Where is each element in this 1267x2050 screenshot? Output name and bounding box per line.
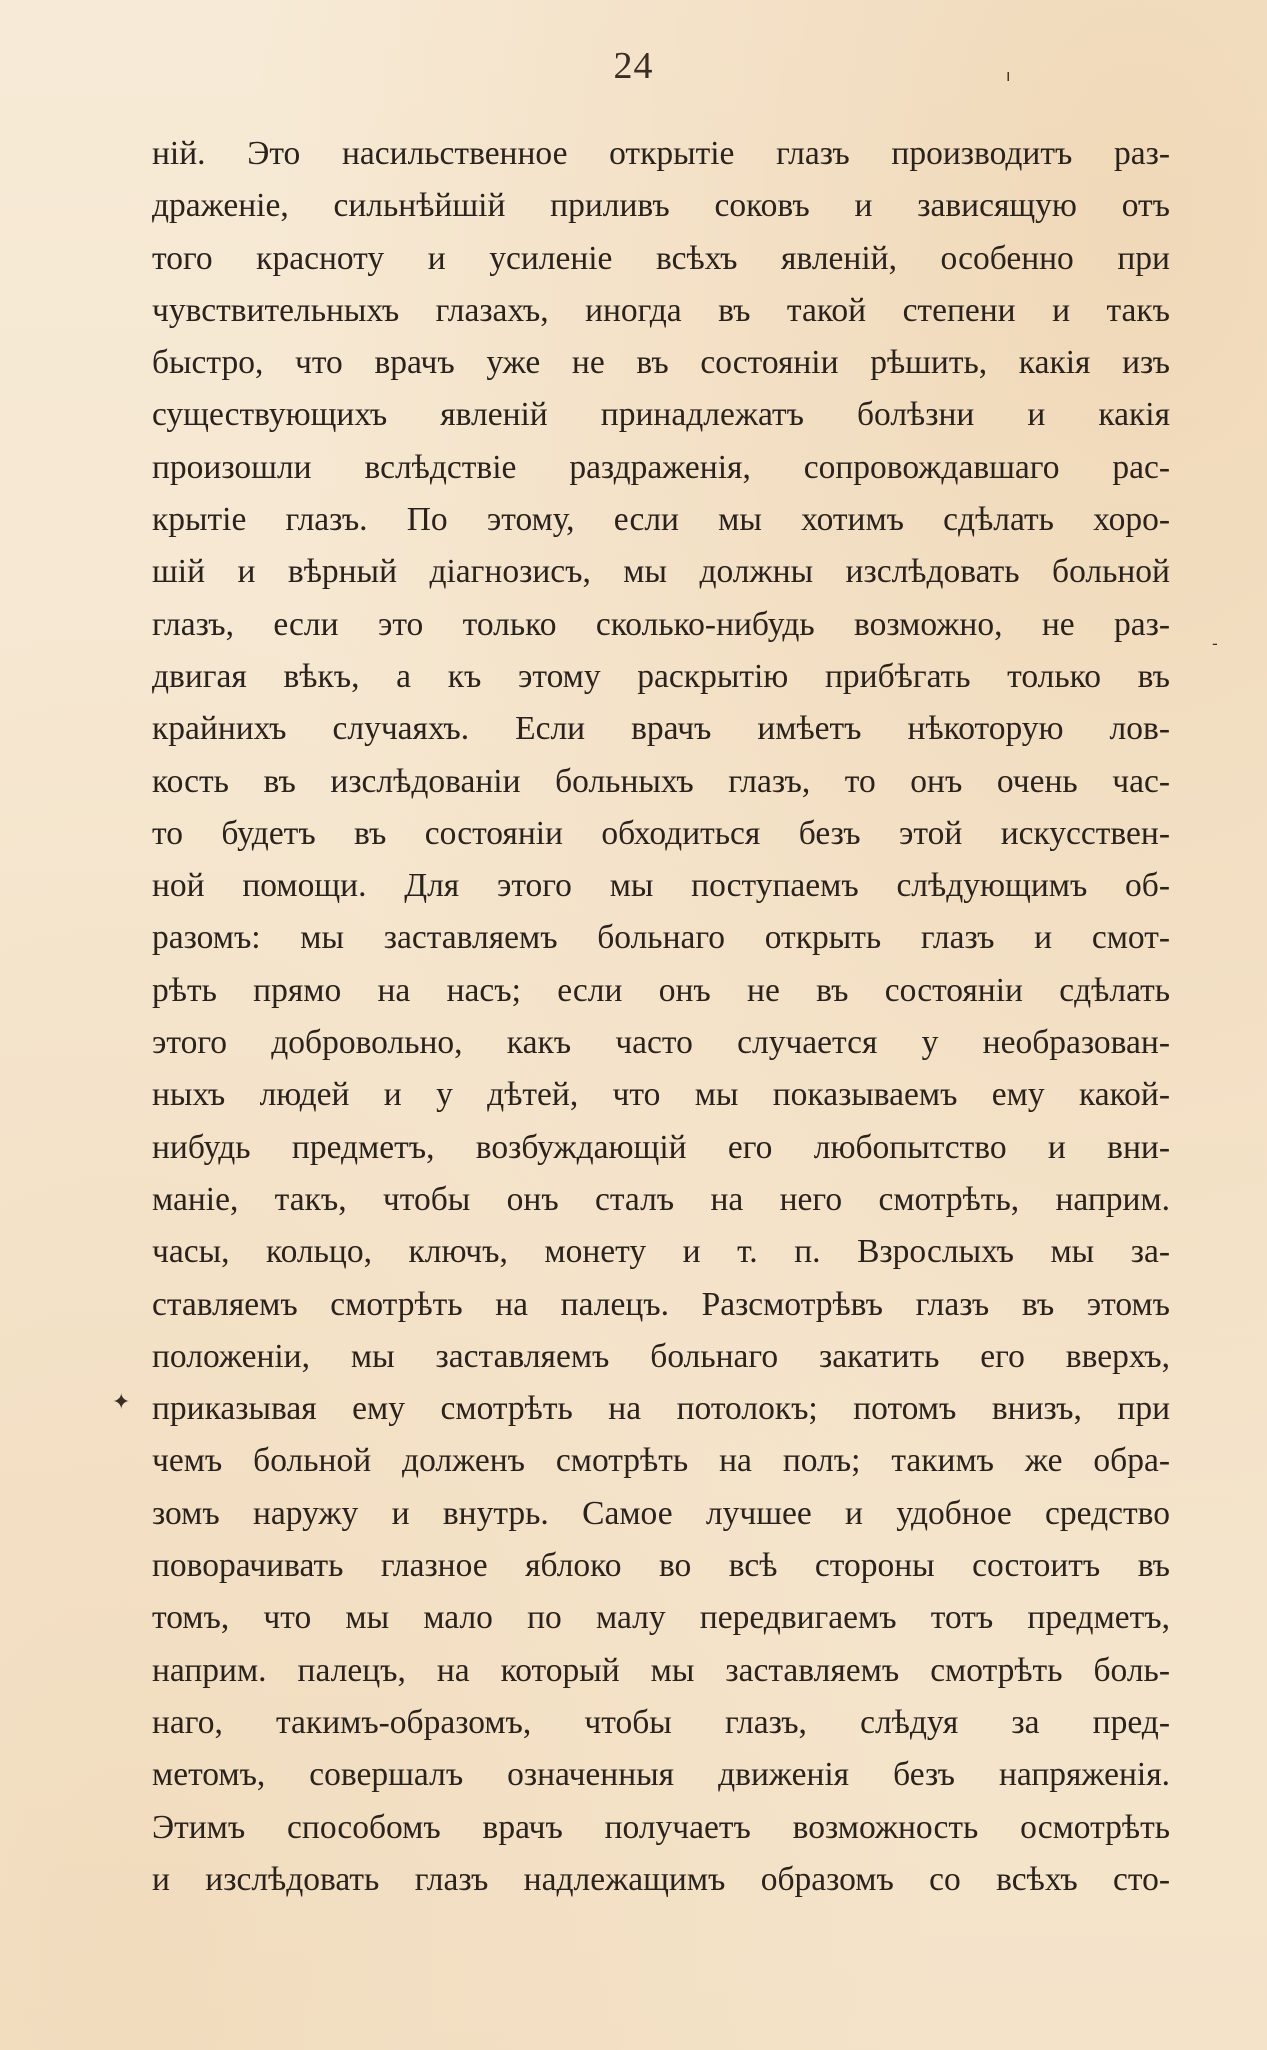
text-line: глазъ, если это только сколько-нибудь возможно, не раз- [152,605,1170,643]
text-line: драженіе, сильнѣйшій приливъ соковъ и зависящую отъ [152,187,1170,225]
text-line: того красноту и усиленіе всѣхъ явленій, особенно при [152,239,1170,277]
text-line: часы, кольцо, ключъ, монету и т. п. Взрослыхъ мы за- [152,1233,1170,1271]
text-line: быстро, что врачъ уже не въ состояніи рѣшить, какія изъ [152,344,1170,382]
text-line: рѣть прямо на насъ; если онъ не въ состояніи сдѣлать [152,971,1170,1009]
text-line: шій и вѣрный діагнозисъ, мы должны изслѣдовать больной [152,553,1170,591]
print-speck-mark: - [1212,634,1218,653]
text-line: наго, такимъ-образомъ, чтобы глазъ, слѣдуя за пред- [152,1703,1170,1741]
text-line: нибудь предметъ, возбуждающій его любопытство и вни- [152,1128,1170,1166]
text-line: существующихъ явленій принадлежатъ болѣзни и какія [152,396,1170,434]
text-line: этого добровольно, какъ часто случается у необразован- [152,1024,1170,1062]
text-line: кость въ изслѣдованіи больныхъ глазъ, то онъ очень час- [152,762,1170,800]
text-line: и изслѣдовать глазъ надлежащимъ образомъ со всѣхъ сто- [152,1860,1170,1898]
text-line: крытіе глазъ. По этому, если мы хотимъ сдѣлать хоро- [152,501,1170,539]
text-line: двигая вѣкъ, а къ этому раскрытію прибѣгать только въ [152,657,1170,695]
text-line: ной помощи. Для этого мы поступаемъ слѣдующимъ об- [152,867,1170,905]
text-line: приказывая ему смотрѣть на потолокъ; потомъ внизъ, при [152,1390,1170,1428]
text-line: то будетъ въ состояніи обходиться безъ этой искусствен- [152,814,1170,852]
margin-ink-mark: ✦ [112,1390,131,1415]
text-line: маніе, такъ, чтобы онъ сталъ на него смотрѣть, наприм. [152,1180,1170,1218]
text-line: зомъ наружу и внутрь. Самое лучшее и удобное средство [152,1494,1170,1532]
print-speck-mark: ı [1006,66,1011,85]
text-line: чувствительныхъ глазахъ, иногда въ такой степени и такъ [152,291,1170,329]
text-line: Этимъ способомъ врачъ получаетъ возможность осмотрѣть [152,1808,1170,1846]
text-line: чемъ больной долженъ смотрѣть на полъ; такимъ же обра- [152,1442,1170,1480]
text-line: наприм. палецъ, на который мы заставляемъ смотрѣть боль- [152,1651,1170,1689]
text-line: поворачивать глазное яблоко во всѣ стороны состоитъ въ [152,1547,1170,1585]
text-line: крайнихъ случаяхъ. Если врачъ имѣетъ нѣкоторую лов- [152,710,1170,748]
body-text [152,128,1170,1906]
page-number: 24 [613,45,654,87]
text-line: ній. Это насильственное открытіе глазъ производитъ раз- [152,135,1170,172]
text-line: произошли вслѣдствіе раздраженія, сопровождавшаго рас- [152,448,1170,486]
text-line: метомъ, совершалъ означенныя движенія безъ напряженія. [152,1756,1170,1794]
text-line: ныхъ людей и у дѣтей, что мы показываемъ ему какой- [152,1076,1170,1114]
text-line: томъ, что мы мало по малу передвигаемъ тотъ предметъ, [152,1599,1170,1637]
text-line: ставляемъ смотрѣть на палецъ. Разсмотрѣвъ глазъ въ этомъ [152,1285,1170,1323]
text-line: положеніи, мы заставляемъ больнаго закатить его вверхъ, [152,1337,1170,1375]
text-line: разомъ: мы заставляемъ больнаго открыть глазъ и смот- [152,919,1170,957]
